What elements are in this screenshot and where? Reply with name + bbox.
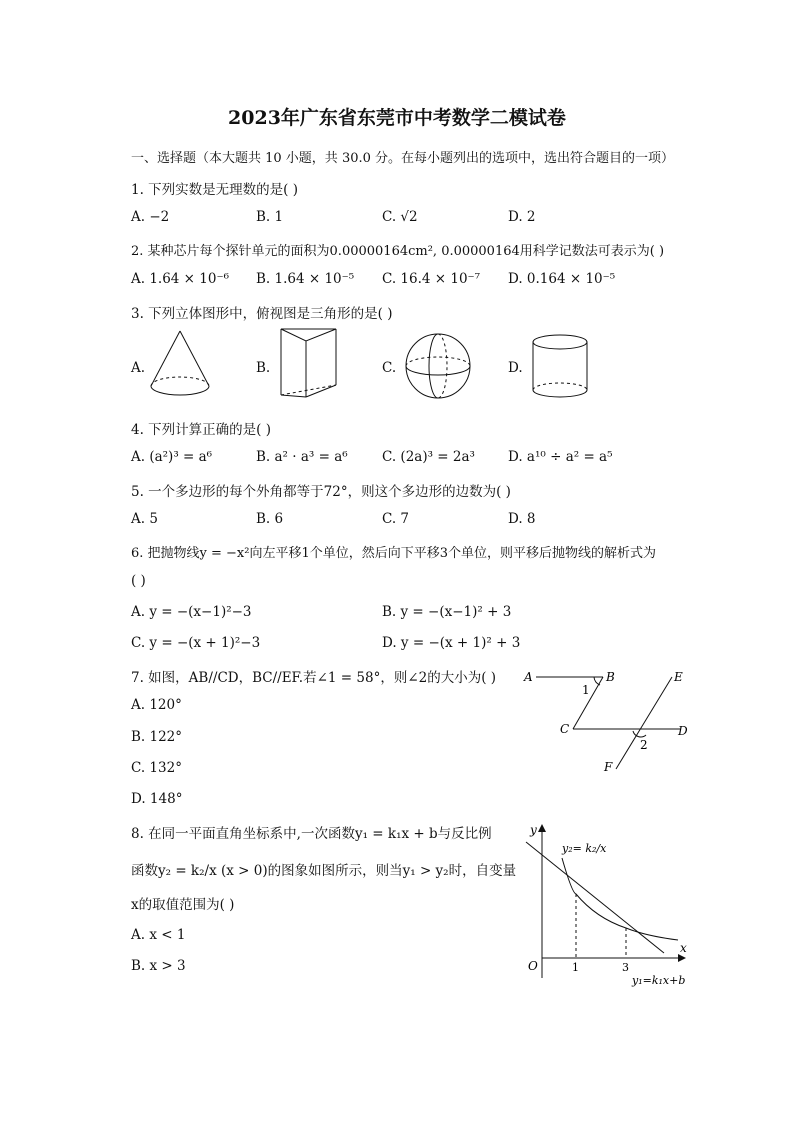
function-graph-figure <box>516 818 696 990</box>
question-1-option-b: B. 1 <box>256 209 284 225</box>
section-heading: 一、选择题（本大题共 10 小题，共 30.0 分。在每小题列出的选项中，选出符合题目的一项） <box>131 151 675 166</box>
question-8-stem-line-2: 函数y₂ = k₂/x (x > 0)的图象如图所示，则当y₁ > y₂时，自变量 <box>131 863 517 879</box>
question-2-option-b: B. 1.64 × 10⁻⁵ <box>256 271 355 287</box>
question-4-option-d: D. a¹⁰ ÷ a² = a⁵ <box>508 449 613 465</box>
origin-label: O <box>528 959 538 973</box>
question-6-option-c: C. y = −(x + 1)²−3 <box>131 635 261 651</box>
cylinder-figure <box>530 332 592 402</box>
question-6-stem-continuation: ( ) <box>131 573 146 589</box>
tick-label-3: 3 <box>622 961 629 974</box>
question-2-option-c: C. 16.4 × 10⁻⁷ <box>382 271 481 287</box>
x-axis-label: x <box>680 941 687 955</box>
curve-label: y₂= k₂/x <box>562 842 607 855</box>
triangular-prism-figure <box>278 327 344 401</box>
label-angle-2: 2 <box>640 738 648 752</box>
question-3-option-b: B. <box>256 360 271 376</box>
y-axis-label: y <box>530 823 537 837</box>
question-5-option-d: D. 8 <box>508 511 536 527</box>
label-c: C <box>560 722 570 736</box>
question-4-option-c: C. (2a)³ = 2a³ <box>382 449 475 465</box>
question-3-stem: 3. 下列立体图形中，俯视图是三角形的是( ) <box>131 306 393 322</box>
question-1-option-d: D. 2 <box>508 209 536 225</box>
question-2-stem: 2. 某种芯片每个探针单元的面积为0.00000164cm², 0.00000164用科学记数法可表示为( ) <box>131 244 665 259</box>
label-d: D <box>678 724 688 738</box>
question-7-option-b: B. 122° <box>131 729 183 745</box>
question-7-stem: 7. 如图，AB//CD，BC//EF.若∠1 = 58°，则∠2的大小为( ) <box>131 670 497 686</box>
page-title: 2023年广东省东莞市中考数学二模试卷 <box>228 107 566 129</box>
sphere-figure <box>402 330 474 402</box>
question-2-option-d: D. 0.164 × 10⁻⁵ <box>508 271 616 287</box>
question-5-option-b: B. 6 <box>256 511 284 527</box>
question-4-option-a: A. (a²)³ = a⁶ <box>131 449 213 465</box>
line-label: y₁=k₁x+b <box>632 974 686 987</box>
question-3-option-a: A. <box>131 360 146 376</box>
question-7-option-a: A. 120° <box>131 697 182 713</box>
question-8-stem: 8. 在同一平面直角坐标系中,一次函数y₁ = k₁x + b与反比例 <box>131 826 492 842</box>
question-4-option-b: B. a² · a³ = a⁶ <box>256 449 348 465</box>
question-8-option-a: A. x < 1 <box>131 927 186 943</box>
question-6-option-b: B. y = −(x−1)² + 3 <box>382 604 512 620</box>
question-6-option-d: D. y = −(x + 1)² + 3 <box>382 635 521 651</box>
cone-figure <box>148 328 212 400</box>
question-4-stem: 4. 下列计算正确的是( ) <box>131 422 271 438</box>
question-6-option-a: A. y = −(x−1)²−3 <box>131 604 252 620</box>
question-1-option-a: A. −2 <box>131 209 170 225</box>
question-8-stem-line-3: x的取值范围为( ) <box>131 897 235 913</box>
tick-label-1: 1 <box>572 961 579 974</box>
question-5-option-a: A. 5 <box>131 511 158 527</box>
question-5-option-c: C. 7 <box>382 511 410 527</box>
label-e: E <box>674 670 683 684</box>
question-1-stem: 1. 下列实数是无理数的是( ) <box>131 182 298 198</box>
question-7-option-c: C. 132° <box>131 760 182 776</box>
label-b: B <box>606 670 615 684</box>
label-f: F <box>604 760 613 774</box>
question-2-option-a: A. 1.64 × 10⁻⁶ <box>131 271 230 287</box>
question-5-stem: 5. 一个多边形的每个外角都等于72°，则这个多边形的边数为( ) <box>131 484 511 500</box>
question-3-option-d: D. <box>508 360 523 376</box>
question-7-option-d: D. 148° <box>131 791 183 807</box>
label-a: A <box>524 670 533 684</box>
question-6-stem: 6. 把抛物线y = −x²向左平移1个单位，然后向下平移3个单位，则平移后抛物线的解析式为 <box>131 546 657 561</box>
parallel-lines-figure <box>520 665 700 777</box>
question-3-option-c: C. <box>382 360 397 376</box>
question-1-option-c: C. √2 <box>382 209 418 225</box>
label-angle-1: 1 <box>582 683 590 697</box>
question-8-option-b: B. x > 3 <box>131 958 186 974</box>
